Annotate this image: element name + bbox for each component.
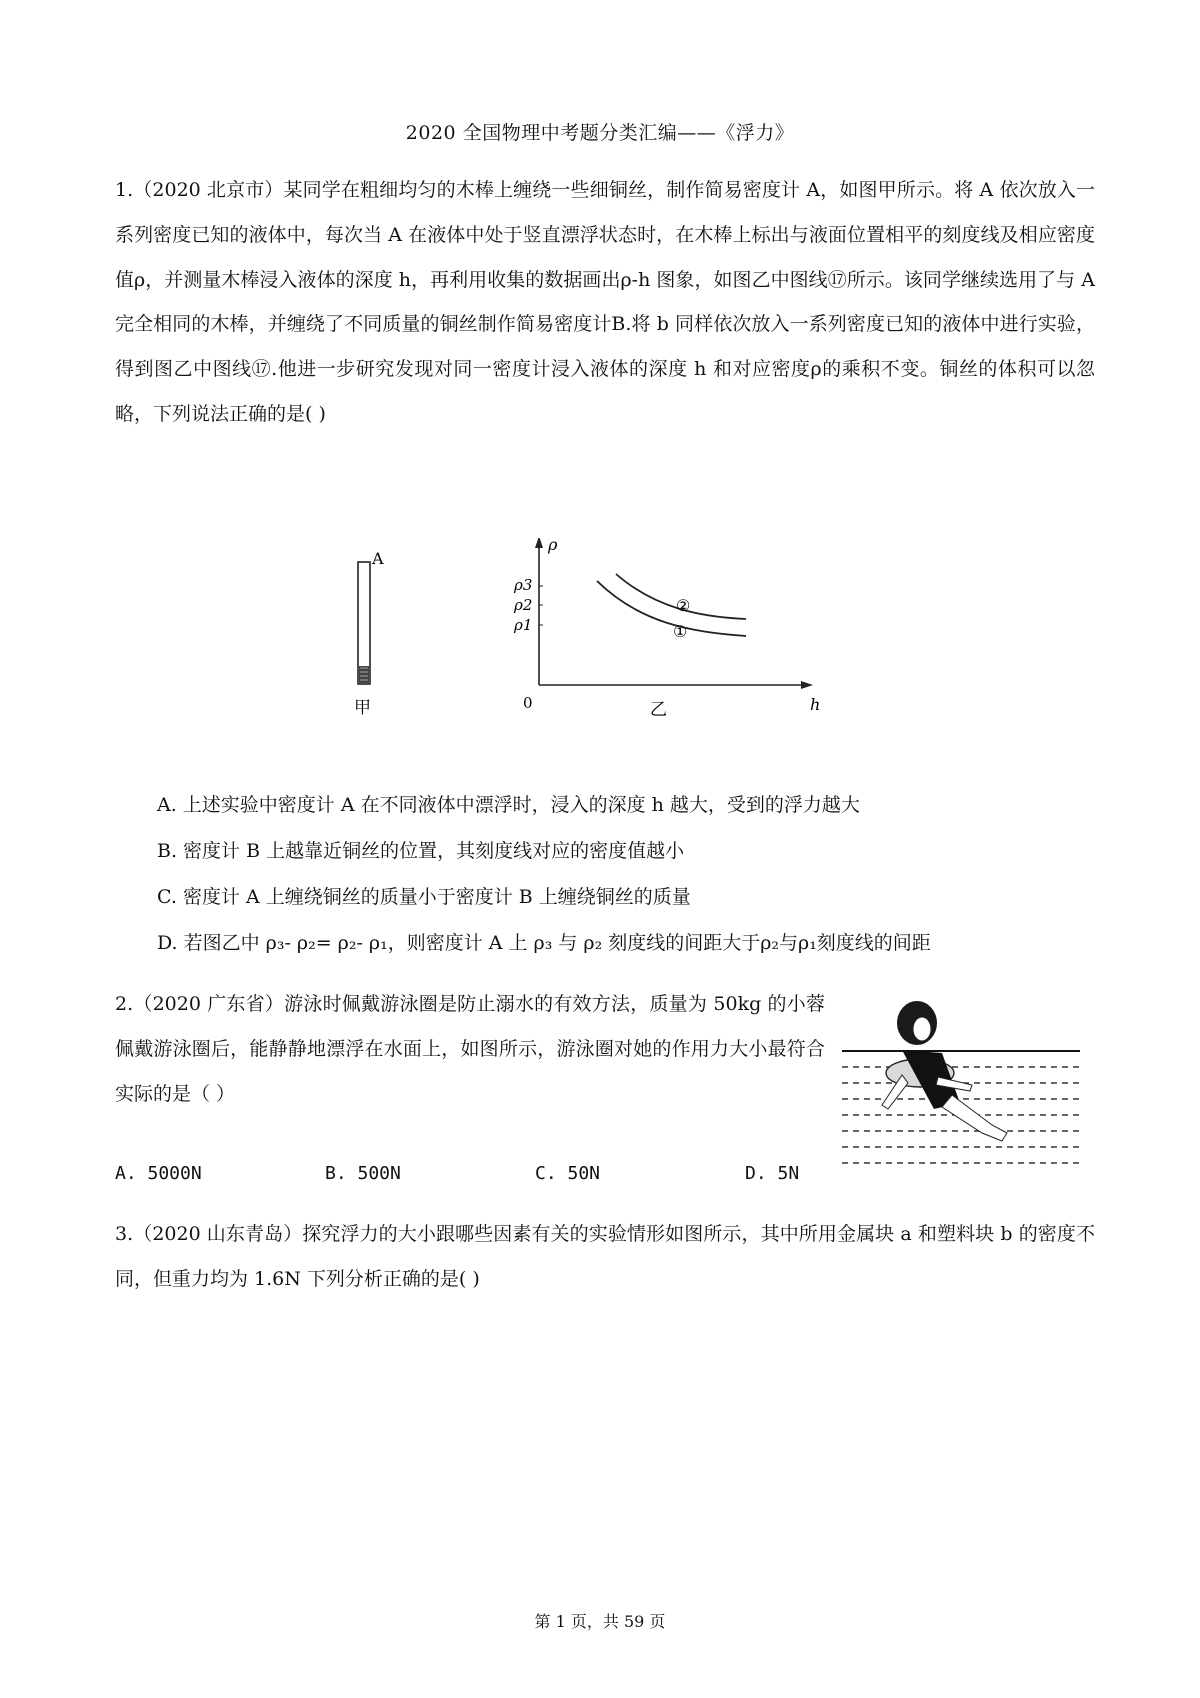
tick-rho2: ρ2 xyxy=(514,596,533,614)
tick-rho1: ρ1 xyxy=(514,616,533,634)
rod-a-diagram xyxy=(354,549,384,718)
question-2-option-b: B. 500N xyxy=(325,1163,401,1184)
document-title: 2020 全国物理中考题分类汇编——《浮力》 xyxy=(405,122,795,144)
question-2-option-a: A. 5000N xyxy=(115,1163,202,1184)
page-footer: 第 1 页，共 59 页 xyxy=(534,1612,666,1631)
question-1-option-b: B. 密度计 B 上越靠近铜丝的位置，其刻度线对应的密度值越小 xyxy=(157,840,685,862)
question-1-option-d: D. 若图乙中 ρ₃- ρ₂= ρ₂- ρ₁，则密度计 A 上 ρ₃ 与 ρ₂ 刻度线的间距大于ρ₂与ρ₁刻度线的间距 xyxy=(157,932,931,954)
question-2-option-d: D. 5N xyxy=(745,1163,800,1184)
question-2-text: 2.（2020 广东省）游泳时佩戴游泳圈是防止溺水的有效方法，质量为 50kg 的小蓉佩戴游泳圈后，能静静地漂浮在水面上，如图所示，游泳圈对她的作用力大小最符合实际的是（ ） xyxy=(115,993,825,1105)
swimmer-figure xyxy=(842,995,1082,1180)
origin-label: 0 xyxy=(523,694,533,712)
question-2-option-c: C. 50N xyxy=(535,1163,601,1184)
figure-label-jia: 甲 xyxy=(354,698,371,718)
curve-2-label: ② xyxy=(676,596,691,615)
curve-1 xyxy=(597,581,746,636)
question-1-figure xyxy=(350,538,820,718)
axis-x-label: h xyxy=(810,695,820,714)
tick-rho3: ρ3 xyxy=(514,576,533,594)
question-1-option-a: A. 上述实验中密度计 A 在不同液体中漂浮时，浸入的深度 h 越大，受到的浮力越大 xyxy=(157,794,860,816)
swimmer-person xyxy=(882,1001,1007,1141)
rho-h-graph xyxy=(513,538,820,718)
figure-label-yi: 乙 xyxy=(650,700,667,718)
rod-label: A xyxy=(372,549,384,568)
question-1-text: 1.（2020 北京市）某同学在粗细均匀的木棒上缠绕一些细铜丝，制作简易密度计 A，如图甲所示。将 A 依次放入一系列密度已知的液体中，每次当 A 在液体中处于竖直漂浮状态时，在木棒上标出与液面位置相平的刻度线及相应密度值ρ，并测量木棒浸入液体的深度 h，再利用收集的数据画出ρ-h 图象，如图乙中图线⑰所示。该同学继续选用了与 A 完全相同的木棒，并缠绕了不同质量的铜丝制作简易密度计B.将 b 同样依次放入一系列密度已知的液体中进行实验，得到图乙中图线⑰.他进一步研究发现对同一密度计浸入液体的深度 h 和对应密度ρ的乘积不变。铜丝的体积可以忽略，下列说法正确的是( ) xyxy=(115,179,1095,425)
question-3-text: 3.（2020 山东青岛）探究浮力的大小跟哪些因素有关的实验情形如图所示，其中所用金属块 a 和塑料块 b 的密度不同，但重力均为 1.6N 下列分析正确的是( ) xyxy=(115,1223,1095,1290)
curve-1-label: ① xyxy=(673,622,688,641)
question-1-option-c: C. 密度计 A 上缠绕铜丝的质量小于密度计 B 上缠绕铜丝的质量 xyxy=(157,886,691,908)
axis-y-label: ρ xyxy=(548,538,558,554)
